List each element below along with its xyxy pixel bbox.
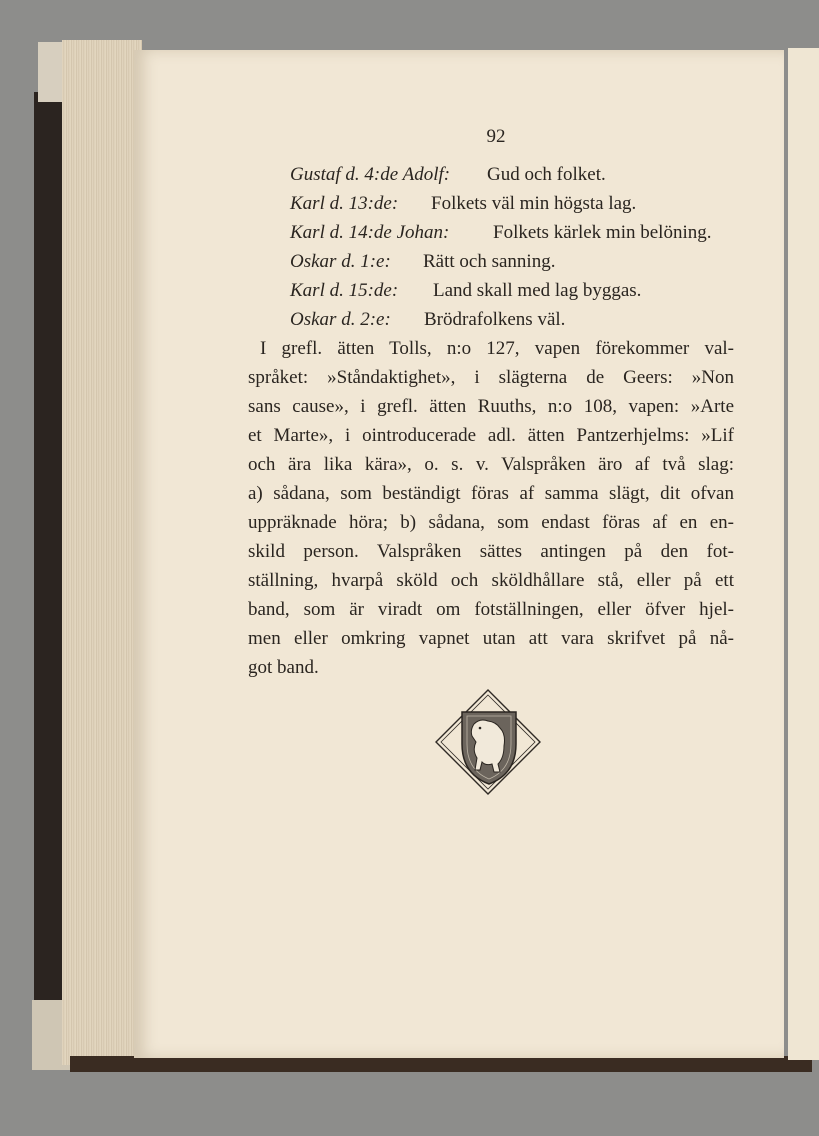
- paragraph-line: et Marte», i ointroducerade adl. ätten Pantzerhjelms: »Lif: [248, 425, 734, 446]
- paragraph-line: I grefl. ätten Tolls, n:o 127, vapen förekommer val-: [260, 338, 734, 359]
- motto-line: [290, 222, 735, 250]
- paragraph-line: och ära lika kära», o. s. v. Valspråken äro af två slag:: [248, 454, 734, 475]
- motto-line: [290, 251, 735, 279]
- motto-name: Oskar d. 2:e:: [290, 309, 391, 330]
- motto-text: Folkets kärlek min belöning.: [493, 222, 712, 243]
- motto-text: Land skall med lag byggas.: [433, 280, 642, 301]
- paragraph-line: got band.: [248, 657, 319, 678]
- bear-coat-of-arms-icon: [434, 688, 542, 796]
- motto-line: [290, 280, 735, 308]
- motto-text: Rätt och sanning.: [423, 251, 556, 272]
- book-bottom-edge: [70, 1056, 812, 1072]
- motto-name: Karl d. 15:de:: [290, 280, 399, 301]
- paragraph-line: språket: »Ståndaktighet», i slägterna de Geers: »Non: [248, 367, 734, 388]
- motto-name: Karl d. 13:de:: [290, 193, 399, 214]
- motto-line: [290, 164, 735, 192]
- motto-name: Gustaf d. 4:de Adolf:: [290, 164, 451, 185]
- motto-text: Gud och folket.: [487, 164, 606, 185]
- page-number: 92: [486, 126, 506, 147]
- paragraph-line: sans cause», i grefl. ätten Ruuths, n:o 108, vapen: »Arte: [248, 396, 734, 417]
- motto-line: [290, 309, 735, 337]
- motto-name: Oskar d. 1:e:: [290, 251, 391, 272]
- paragraph-line: men eller omkring vapnet utan att vara skrifvet på nå-: [248, 628, 734, 649]
- facing-page: [788, 48, 819, 1060]
- motto-name: Karl d. 14:de Johan:: [290, 222, 450, 243]
- paragraph-line: band, som är viradt om fotställningen, eller öfver hjel-: [248, 599, 734, 620]
- paragraph-line: skild person. Valspråken sättes antingen på den fot-: [248, 541, 734, 562]
- paragraph-line: uppräknade höra; b) sådana, som endast föras af en en-: [248, 512, 734, 533]
- page-edges: [62, 40, 142, 1065]
- paragraph-line: a) sådana, som beständigt föras af samma slägt, dit ofvan: [248, 483, 734, 504]
- motto-text: Brödrafolkens väl.: [424, 309, 566, 330]
- motto-text: Folkets väl min högsta lag.: [431, 193, 637, 214]
- paragraph-line: ställning, hvarpå sköld och sköldhållare stå, eller på ett: [248, 570, 734, 591]
- motto-line: [290, 193, 735, 221]
